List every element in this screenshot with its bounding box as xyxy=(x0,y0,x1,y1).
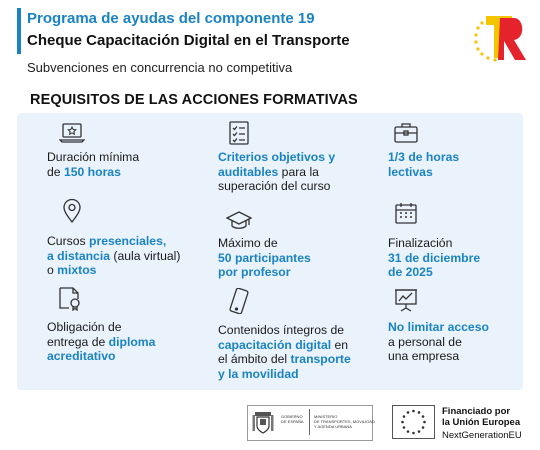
requirement-contents: Contenidos íntegros de capacitación digital en el ámbito del transporte y la movilidad xyxy=(218,323,351,381)
eu-star xyxy=(403,426,406,429)
eu-star xyxy=(401,421,404,424)
eu-star xyxy=(418,430,421,433)
next-generation-eu-label: NextGenerationEU xyxy=(442,430,522,441)
diploma-icon xyxy=(57,285,83,311)
eu-star xyxy=(407,430,410,433)
program-subtitle: Cheque Capacitación Digital en el Transporte xyxy=(27,32,350,49)
presentation-board-icon xyxy=(393,287,419,313)
eu-star xyxy=(423,421,426,424)
prtr-logo-icon xyxy=(470,8,530,68)
requirement-hours: 1/3 de horas lectivas xyxy=(388,150,460,179)
requirement-criteria: Criterios objetivos y auditables para la superación del curso xyxy=(218,150,336,193)
requirement-diploma: Obligación de entrega de diploma acreditativo xyxy=(47,320,156,363)
section-title: REQUISITOS DE LAS ACCIONES FORMATIVAS xyxy=(30,92,358,108)
requirement-access: No limitar acceso a personal de una empresa xyxy=(388,320,489,363)
eu-flag-icon xyxy=(392,405,435,439)
graduation-cap-icon xyxy=(226,208,252,234)
laptop-star-icon xyxy=(59,120,85,146)
briefcase-icon xyxy=(393,120,419,146)
requirement-participants: Máximo de 50 participantes por profesor xyxy=(218,236,311,279)
eu-star xyxy=(418,411,421,414)
header-accent-bar xyxy=(17,8,21,54)
program-title: Programa de ayudas del componente 19 xyxy=(27,10,315,27)
eu-star xyxy=(412,432,415,435)
requirement-deadline: Finalización 31 de diciembre de 2025 xyxy=(388,236,481,279)
eu-star xyxy=(412,410,415,413)
ministry-label: MINISTERIO DE TRANSPORTES, MOVILIDAD Y AGENDA URBANA xyxy=(314,414,375,429)
gov-label: GOBIERNO DE ESPAÑA xyxy=(281,414,304,424)
calendar-icon xyxy=(393,200,419,226)
requirement-duration: Duración mínima de 150 horas xyxy=(47,150,140,179)
program-description: Subvenciones en concurrencia no competitiva xyxy=(27,60,293,75)
requirement-modality: Cursos presenciales, a distancia (aula virtual) o mixtos xyxy=(47,234,181,277)
eu-star xyxy=(407,411,410,414)
smartphone-icon xyxy=(226,288,252,314)
location-pin-icon xyxy=(59,198,85,224)
eu-star xyxy=(422,415,425,418)
checklist-icon xyxy=(226,120,252,146)
eu-star xyxy=(422,426,425,429)
footer-divider xyxy=(309,409,310,435)
eu-star xyxy=(403,415,406,418)
coat-of-arms-icon xyxy=(252,409,274,435)
eu-funding-text: Financiado por la Unión Europea xyxy=(442,406,521,428)
